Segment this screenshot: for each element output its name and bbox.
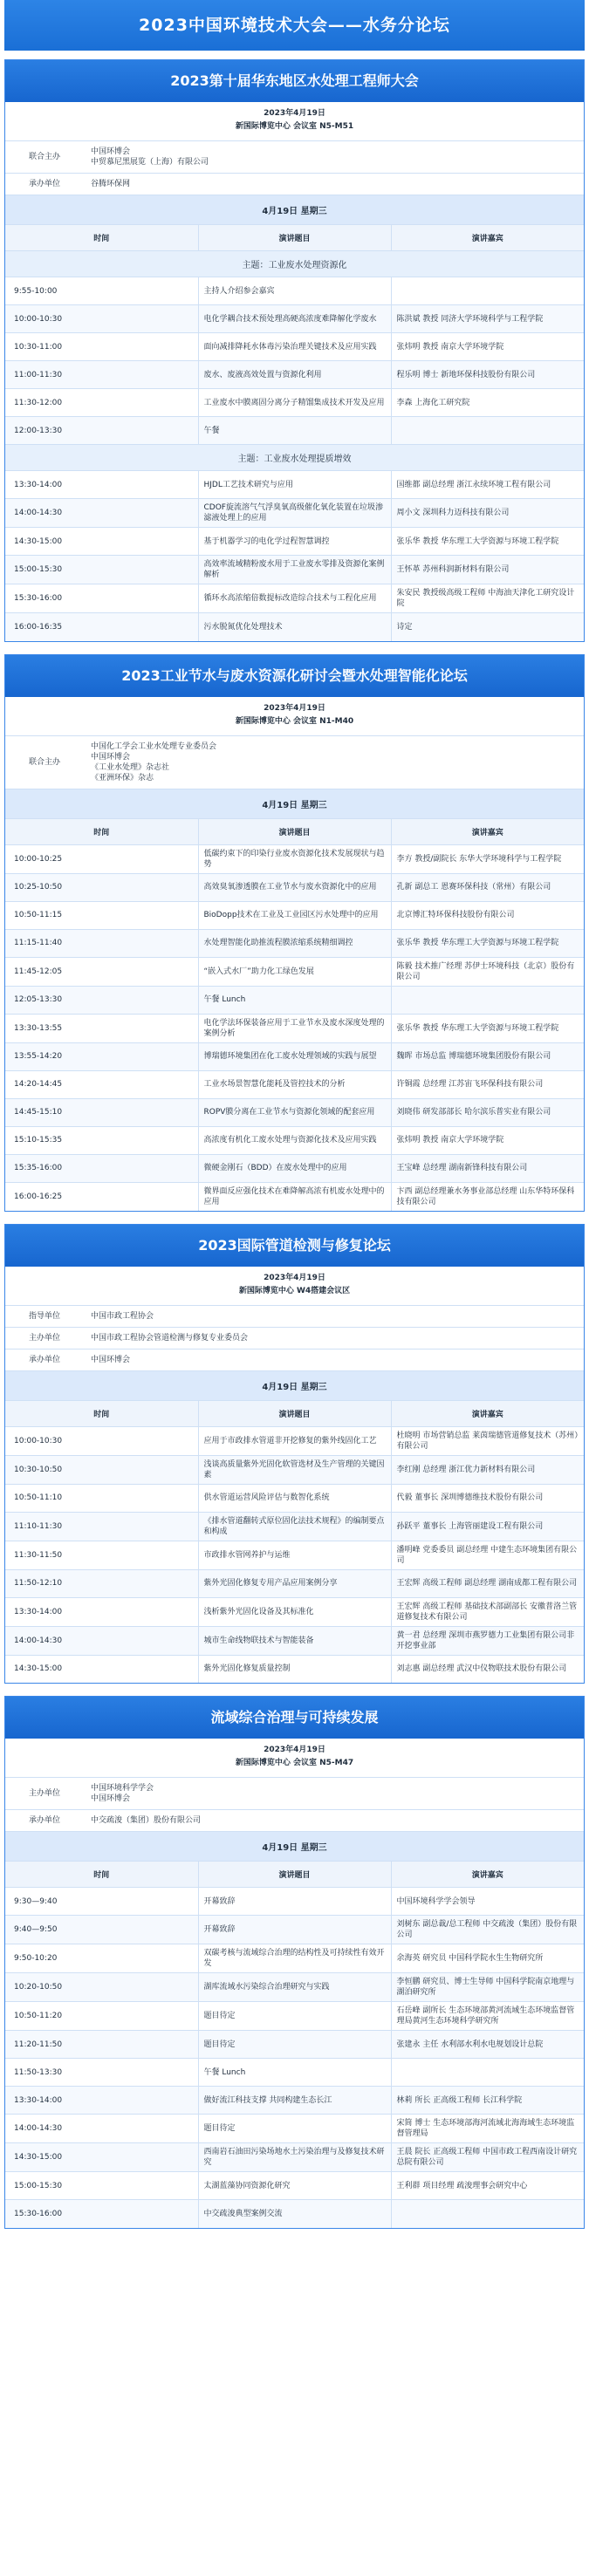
forum-title: 2023工业节水与废水资源化研讨会暨水处理智能化论坛: [5, 655, 584, 697]
agenda-speaker: 王晨 院长 正高级工程师 中国市政工程西南设计研究总院有限公司: [391, 2143, 584, 2172]
organizer-label: 承办单位: [5, 1349, 84, 1370]
agenda-topic: 开幕致辞: [198, 1916, 391, 1944]
agenda-speaker: 诗定: [391, 613, 584, 641]
organizer-label: 联合主办: [5, 141, 84, 174]
forum-list: [4, 59, 585, 2229]
header-speaker: 演讲嘉宾: [391, 1862, 584, 1888]
agenda-speaker: [391, 277, 584, 305]
agenda-time: 10:30-11:00: [5, 333, 198, 361]
agenda-speaker: 张乐华 教授 华东理工大学资源与环境工程学院: [391, 929, 584, 957]
session-title: 主题：工业废水处理资源化: [5, 251, 584, 277]
organizer-row: [5, 1778, 584, 1810]
agenda-time: 14:45-15:10: [5, 1098, 198, 1126]
organizer-value: [84, 735, 584, 789]
agenda-speaker: 林莉 所长 正高级工程师 长江科学院: [391, 2087, 584, 2115]
organizer-label: 承办单位: [5, 1810, 84, 1832]
agenda-time: 14:30-15:00: [5, 2143, 198, 2172]
agenda-topic: 湖库流域水污染综合治理研究与实践: [198, 1973, 391, 2002]
agenda-speaker: 宋简 博士 生态环境部海河流域北海海域生态环境监督管理局: [391, 2115, 584, 2143]
agenda-speaker: [391, 2059, 584, 2087]
agenda-time: 14:00-14:30: [5, 1626, 198, 1655]
agenda-speaker: 程乐明 博士 新地环保科技股份有限公司: [391, 361, 584, 389]
agenda-header: [5, 1400, 584, 1426]
agenda-speaker: 北京博汇特环保科技股份有限公司: [391, 901, 584, 929]
forum-date: 2023年4月19日: [264, 1273, 325, 1282]
day-row: [5, 195, 584, 225]
agenda-time: 13:55-14:20: [5, 1042, 198, 1070]
agenda-topic: 中交疏浚典型案例交流: [198, 2200, 391, 2228]
agenda-time: 10:50-11:15: [5, 901, 198, 929]
agenda-table: [5, 1831, 584, 2228]
agenda-speaker: 李方 教授/副院长 东华大学环境科学与工程学院: [391, 844, 584, 873]
agenda-time: 9:55-10:00: [5, 277, 198, 305]
forum-date: 2023年4月19日: [264, 1746, 325, 1754]
agenda-topic: 基于机器学习的电化学过程智慧调控: [198, 528, 391, 556]
agenda-speaker: 代毅 董事长 深圳博德维技术股份有限公司: [391, 1484, 584, 1512]
agenda-time: 11:15-11:40: [5, 929, 198, 957]
agenda-topic: 废水、废液高效处置与资源化利用: [198, 361, 391, 389]
agenda-speaker: [391, 986, 584, 1014]
agenda-time: 10:00-10:30: [5, 1426, 198, 1455]
agenda-row: [5, 2059, 584, 2087]
agenda-speaker: 朱安民 教授级高级工程师 中海油天津化工研究设计院: [391, 584, 584, 613]
agenda-row: [5, 1070, 584, 1098]
agenda-speaker: 许铜霞 总经理 江苏宙飞环保科技有限公司: [391, 1070, 584, 1098]
agenda-topic: 工业废水中膜离固分离分子精馏集成技术开发及应用: [198, 389, 391, 417]
organizer-table: [5, 140, 584, 195]
agenda-time: 15:10-15:35: [5, 1126, 198, 1154]
agenda-row: [5, 1597, 584, 1626]
agenda-row: [5, 333, 584, 361]
agenda-speaker: 周小文 深圳科力迈科技有限公司: [391, 499, 584, 528]
forum-title: 2023第十届华东地区水处理工程师大会: [5, 60, 584, 102]
agenda-row: [5, 1042, 584, 1070]
forum-venue: 新国际博览中心 W4搭建会议区: [238, 1286, 351, 1295]
agenda-row: [5, 957, 584, 986]
agenda-topic: 水处理智能化助推流程膜浓缩系统精细调控: [198, 929, 391, 957]
agenda-topic: 污水脱氮优化处理技术: [198, 613, 391, 641]
organizer-row: [5, 1327, 584, 1349]
forum-meta: [5, 1267, 584, 1305]
agenda-topic: 高浓度有机化工废水处理与资源化技术及应用实践: [198, 1126, 391, 1154]
agenda-row: [5, 844, 584, 873]
agenda-topic: 电化学法环保装备应用于工业节水及废水深度处理的案例分析: [198, 1014, 391, 1042]
agenda-row: [5, 1541, 584, 1569]
agenda-topic: 午餐 Lunch: [198, 2059, 391, 2087]
agenda-topic: 微界面反应强化技术在难降解高浓有机废水处理中的应用: [198, 1182, 391, 1211]
forum-section: [4, 59, 585, 642]
organizer-line: 《工业水处理》杂志社: [91, 762, 170, 772]
agenda-row: [5, 1426, 584, 1455]
agenda-speaker: 中国环境科学学会领导: [391, 1888, 584, 1916]
header-speaker: 演讲嘉宾: [391, 1400, 584, 1426]
agenda-topic: 微硬金刚石（BDD）在废水处理中的应用: [198, 1154, 391, 1182]
agenda-speaker: 孔新 副总工 恩赛环保科技（常州）有限公司: [391, 873, 584, 901]
agenda-topic: 开幕致辞: [198, 1888, 391, 1916]
day-row: [5, 789, 584, 818]
agenda-row: [5, 528, 584, 556]
organizer-line: 中国环博会: [91, 1794, 131, 1803]
header-speaker: 演讲嘉宾: [391, 818, 584, 844]
agenda-topic: “嵌入式水厂”助力化工绿色发展: [198, 957, 391, 986]
organizer-line: 中国环境科学学会: [91, 1784, 154, 1793]
organizer-line: 中贸慕尼黑展览（上海）有限公司: [91, 158, 209, 167]
organizer-row: [5, 1349, 584, 1370]
day-label: 4月19日 星期三: [5, 1370, 584, 1400]
agenda-time: 15:00-15:30: [5, 556, 198, 584]
forum-section: [4, 1696, 585, 2229]
agenda-row: [5, 1014, 584, 1042]
agenda-row: [5, 1944, 584, 1973]
agenda-speaker: 余海英 研究员 中国科学院水生生物研究所: [391, 1944, 584, 1973]
agenda-speaker: 王宏辉 高级工程师 基础技术部副部长 安徽普洛兰管道修复技术有限公司: [391, 1597, 584, 1626]
agenda-row: [5, 556, 584, 584]
agenda-topic: 高效率流域精粉废水用于工业废水零排及资源化案例解析: [198, 556, 391, 584]
forum-venue: 新国际博览中心 会议室 N5-M47: [235, 1759, 354, 1767]
forum-date: 2023年4月19日: [264, 109, 325, 118]
forum-section: [4, 654, 585, 1212]
agenda-row: [5, 929, 584, 957]
agenda-topic: 题目待定: [198, 2115, 391, 2143]
header-time: 时间: [5, 1862, 198, 1888]
agenda-header: [5, 818, 584, 844]
day-label: 4月19日 星期三: [5, 195, 584, 225]
agenda-time: 10:25-10:50: [5, 873, 198, 901]
forum-title: 2023国际管道检测与修复论坛: [5, 1225, 584, 1267]
agenda-row: [5, 2200, 584, 2228]
organizer-value: [84, 1810, 584, 1832]
agenda-speaker: 王宏辉 高级工程师 副总经理 湖南成都工程有限公司: [391, 1569, 584, 1597]
agenda-topic: BioDopp技术在工业及工业园区污水处理中的应用: [198, 901, 391, 929]
agenda-time: 11:10-11:30: [5, 1512, 198, 1541]
agenda-time: 16:00-16:25: [5, 1182, 198, 1211]
agenda-row: [5, 1626, 584, 1655]
main-title-banner: 2023中国环境技术大会——水务分论坛: [4, 0, 585, 51]
agenda-topic: 城市生命线物联技术与智能装备: [198, 1626, 391, 1655]
agenda-speaker: 张炜明 教授 南京大学环境学院: [391, 333, 584, 361]
agenda-time: 11:50-12:10: [5, 1569, 198, 1597]
agenda-speaker: 潘明峰 党委委员 副总经理 中建生态环境集团有限公司: [391, 1541, 584, 1569]
agenda-row: [5, 613, 584, 641]
forum-title: 流域综合治理与可持续发展: [5, 1697, 584, 1739]
agenda-row: [5, 2143, 584, 2172]
agenda-speaker: [391, 2200, 584, 2228]
agenda-topic: 供水管道运营风险评估与数智化系统: [198, 1484, 391, 1512]
organizer-table: [5, 1777, 584, 1831]
agenda-topic: 太湖蓝藻协同资源化研究: [198, 2172, 391, 2200]
agenda-speaker: 王怀革 苏州科润新材料有限公司: [391, 556, 584, 584]
session-title: 主题：工业废水处理提质增效: [5, 445, 584, 471]
agenda-row: [5, 2087, 584, 2115]
organizer-table: [5, 735, 584, 789]
agenda-speaker: 卞西 副总经理兼水务事业部总经理 山东华特环保科技有限公司: [391, 1182, 584, 1211]
agenda-time: 16:00-16:35: [5, 613, 198, 641]
agenda-row: [5, 986, 584, 1014]
agenda-header: [5, 1862, 584, 1888]
day-label: 4月19日 星期三: [5, 789, 584, 818]
agenda-topic: 应用于市政排水管道非开挖修复的紫外线固化工艺: [198, 1426, 391, 1455]
agenda-table: [5, 1370, 584, 1684]
agenda-row: [5, 1512, 584, 1541]
organizer-line: 中国环博会: [91, 752, 131, 762]
agenda-speaker: 国维都 副总经理 浙江永续环境工程有限公司: [391, 471, 584, 499]
agenda-speaker: 王宝峰 总经理 湖南新锋科技有限公司: [391, 1154, 584, 1182]
organizer-value: [84, 1327, 584, 1349]
organizer-row: [5, 1305, 584, 1327]
organizer-value: [84, 1305, 584, 1327]
agenda-topic: ROPV膜分离在工业节水与资源化领域的配套应用: [198, 1098, 391, 1126]
agenda-time: 11:50-13:30: [5, 2059, 198, 2087]
agenda-topic: 西南岩石油田污染场地水土污染治理与及修复技术研究: [198, 2143, 391, 2172]
agenda-time: 13:30-14:00: [5, 471, 198, 499]
organizer-label: 联合主办: [5, 735, 84, 789]
agenda-time: 13:30-14:00: [5, 2087, 198, 2115]
agenda-time: 15:00-15:30: [5, 2172, 198, 2200]
agenda-topic: 浅谈高质量紫外光固化软管选材及生产管理的关键因素: [198, 1455, 391, 1484]
agenda-row: [5, 1569, 584, 1597]
agenda-speaker: 杜晓明 市场营销总监 莱茵瑞德管道修复技术（苏州）有限公司: [391, 1426, 584, 1455]
organizer-line: 中交疏浚（集团）股份有限公司: [91, 1816, 202, 1825]
agenda-header: [5, 225, 584, 251]
header-speaker: 演讲嘉宾: [391, 225, 584, 251]
organizer-line: 中国化工学会工业水处理专业委员会: [91, 741, 217, 751]
session-row: [5, 251, 584, 277]
agenda-row: [5, 2031, 584, 2059]
agenda-time: 14:30-15:00: [5, 1655, 198, 1683]
session-row: [5, 445, 584, 471]
forum-venue: 新国际博览中心 会议室 N5-M51: [235, 122, 354, 131]
organizer-label: 指导单位: [5, 1305, 84, 1327]
forum-meta: [5, 1739, 584, 1777]
organizer-line: 中国市政工程协会: [91, 1311, 154, 1321]
agenda-time: 10:00-10:30: [5, 305, 198, 333]
agenda-time: 10:50-11:20: [5, 2002, 198, 2031]
agenda-speaker: 李红刚 总经理 浙江优力新材料有限公司: [391, 1455, 584, 1484]
agenda-time: 14:00-14:30: [5, 499, 198, 528]
agenda-row: [5, 1154, 584, 1182]
forum-venue: 新国际博览中心 会议室 N1-M40: [235, 716, 354, 726]
agenda-time: 13:30-13:55: [5, 1014, 198, 1042]
agenda-row: [5, 1655, 584, 1683]
agenda-time: 11:00-11:30: [5, 361, 198, 389]
organizer-table: [5, 1305, 584, 1370]
organizer-line: 中国环博会: [91, 1355, 131, 1364]
agenda-row: [5, 2172, 584, 2200]
organizer-line: 谷腾环保网: [91, 180, 131, 188]
organizer-value: [84, 1349, 584, 1370]
agenda-topic: 午餐: [198, 417, 391, 445]
agenda-row: [5, 277, 584, 305]
header-time: 时间: [5, 818, 198, 844]
agenda-row: [5, 499, 584, 528]
forum-meta: [5, 697, 584, 735]
agenda-row: [5, 873, 584, 901]
day-label: 4月19日 星期三: [5, 1832, 584, 1862]
agenda-topic: 电化学耦合技术预处理高硬高浓度难降解化学废水: [198, 305, 391, 333]
header-topic: 演讲题目: [198, 225, 391, 251]
agenda-topic: 午餐 Lunch: [198, 986, 391, 1014]
header-topic: 演讲题目: [198, 818, 391, 844]
agenda-topic: 高效臭氧渗透膜在工业节水与废水资源化中的应用: [198, 873, 391, 901]
agenda-speaker: 刘晓伟 研发部部长 哈尔滨乐普实业有限公司: [391, 1098, 584, 1126]
agenda-topic: HJDL工艺技术研究与应用: [198, 471, 391, 499]
agenda-row: [5, 1888, 584, 1916]
organizer-line: 中国环博会: [91, 147, 131, 156]
agenda-speaker: 李森 上海化工研究院: [391, 389, 584, 417]
day-row: [5, 1832, 584, 1862]
agenda-time: 15:35-16:00: [5, 1154, 198, 1182]
agenda-time: 14:00-14:30: [5, 2115, 198, 2143]
agenda-topic: 浅析紫外光固化设备及其标准化: [198, 1597, 391, 1626]
agenda-topic: 低碳约束下的印染行业废水资源化技术发展现状与趋势: [198, 844, 391, 873]
agenda-row: [5, 361, 584, 389]
agenda-speaker: 王利群 项目经理 疏浚理事会研究中心: [391, 2172, 584, 2200]
agenda-speaker: 张乐华 教授 华东理工大学资源与环境工程学院: [391, 528, 584, 556]
agenda-row: [5, 584, 584, 613]
agenda-time: 9:50-10:20: [5, 1944, 198, 1973]
agenda-topic: 主持人介绍参会嘉宾: [198, 277, 391, 305]
agenda-table: [5, 789, 584, 1211]
agenda-time: 10:50-11:10: [5, 1484, 198, 1512]
organizer-label: 主办单位: [5, 1327, 84, 1349]
agenda-topic: 题目待定: [198, 2002, 391, 2031]
agenda-topic: 工业水场景智慧化能耗及管控技术的分析: [198, 1070, 391, 1098]
agenda-row: [5, 901, 584, 929]
organizer-row: [5, 735, 584, 789]
forum-date: 2023年4月19日: [264, 703, 325, 713]
agenda-speaker: 陈毅 技术推广经理 苏伊士环境科技（北京）股份有限公司: [391, 957, 584, 986]
header-topic: 演讲题目: [198, 1862, 391, 1888]
agenda-time: 10:20-10:50: [5, 1973, 198, 2002]
organizer-row: [5, 141, 584, 174]
agenda-row: [5, 389, 584, 417]
organizer-row: [5, 174, 584, 195]
header-time: 时间: [5, 1400, 198, 1426]
agenda-topic: 市政排水管网养护与运维: [198, 1541, 391, 1569]
agenda-row: [5, 1916, 584, 1944]
agenda-topic: 面向减排降耗水体毒污染治理关键技术及应用实践: [198, 333, 391, 361]
agenda-speaker: [391, 417, 584, 445]
agenda-topic: 紫外光固化修复质量控制: [198, 1655, 391, 1683]
agenda-row: [5, 2115, 584, 2143]
organizer-value: [84, 141, 584, 174]
header-time: 时间: [5, 225, 198, 251]
agenda-row: [5, 1973, 584, 2002]
agenda-speaker: 黄一君 总经理 深圳市燕罗德力工业集团有限公司非开挖事业部: [391, 1626, 584, 1655]
agenda-row: [5, 305, 584, 333]
forum-section: [4, 1224, 585, 1684]
agenda-topic: 博瑞德环境集团在化工废水处理领域的实践与展望: [198, 1042, 391, 1070]
agenda-speaker: 刘树东 副总裁/总工程师 中交疏浚（集团）股份有限公司: [391, 1916, 584, 1944]
agenda-topic: 《排水管道翻转式原位固化法技术规程》的编制要点和构成: [198, 1512, 391, 1541]
agenda-row: [5, 1484, 584, 1512]
agenda-time: 14:30-15:00: [5, 528, 198, 556]
agenda-topic: 紫外光固化修复专用产品应用案例分享: [198, 1569, 391, 1597]
agenda-time: 10:00-10:25: [5, 844, 198, 873]
agenda-time: 12:00-13:30: [5, 417, 198, 445]
agenda-time: 12:05-13:30: [5, 986, 198, 1014]
agenda-row: [5, 471, 584, 499]
organizer-line: 中国市政工程协会管道检测与修复专业委员会: [91, 1333, 249, 1343]
agenda-time: 14:20-14:45: [5, 1070, 198, 1098]
agenda-time: 11:30-12:00: [5, 389, 198, 417]
agenda-time: 11:45-12:05: [5, 957, 198, 986]
agenda-time: 10:30-10:50: [5, 1455, 198, 1484]
day-row: [5, 1370, 584, 1400]
agenda-topic: 双碳考核与流域综合治理的结构性及可持续性有效开发: [198, 1944, 391, 1973]
agenda-time: 13:30-14:00: [5, 1597, 198, 1626]
agenda-time: 15:30-16:00: [5, 584, 198, 613]
agenda-time: 15:30-16:00: [5, 2200, 198, 2228]
agenda-row: [5, 1126, 584, 1154]
agenda-topic: 循环水高浓缩倍数提标改造综合技术与工程化应用: [198, 584, 391, 613]
organizer-row: [5, 1810, 584, 1832]
agenda-speaker: 石岳峰 副所长 生态环境部黄河流域生态环境监督管理局黄河生态环境科学研究所: [391, 2002, 584, 2031]
agenda-time: 11:20-11:50: [5, 2031, 198, 2059]
agenda-topic: CDOF旋流溶气气浮臭氧高级催化氧化装置在垃圾渗滤液处理上的应用: [198, 499, 391, 528]
agenda-time: 9:40—9:50: [5, 1916, 198, 1944]
forum-meta: [5, 102, 584, 140]
agenda-speaker: 张炜明 教授 南京大学环境学院: [391, 1126, 584, 1154]
organizer-label: 主办单位: [5, 1778, 84, 1810]
agenda-speaker: 张建永 主任 水利部水利水电规划设计总院: [391, 2031, 584, 2059]
organizer-line: 《亚洲环保》杂志: [91, 773, 154, 782]
organizer-value: [84, 1778, 584, 1810]
agenda-time: 11:30-11:50: [5, 1541, 198, 1569]
agenda-row: [5, 2002, 584, 2031]
agenda-row: [5, 1182, 584, 1211]
agenda-speaker: 陈洪斌 教授 同济大学环境科学与工程学院: [391, 305, 584, 333]
agenda-row: [5, 417, 584, 445]
agenda-speaker: 刘志惠 副总经理 武汉中仪物联技术股份有限公司: [391, 1655, 584, 1683]
organizer-value: [84, 174, 584, 195]
agenda-row: [5, 1098, 584, 1126]
header-topic: 演讲题目: [198, 1400, 391, 1426]
organizer-label: 承办单位: [5, 174, 84, 195]
agenda-topic: 做好流江科技支撑 共同构建生态长江: [198, 2087, 391, 2115]
agenda-speaker: 魏晖 市场总监 博瑞德环境集团股份有限公司: [391, 1042, 584, 1070]
agenda-speaker: 张乐华 教授 华东理工大学资源与环境工程学院: [391, 1014, 584, 1042]
agenda-row: [5, 1455, 584, 1484]
agenda-speaker: 李恒鹏 研究员、博士生导师 中国科学院南京地理与湖泊研究所: [391, 1973, 584, 2002]
agenda-table: [5, 195, 584, 641]
agenda-topic: 题目待定: [198, 2031, 391, 2059]
agenda-speaker: 孙跃平 董事长 上海管丽建设工程有限公司: [391, 1512, 584, 1541]
agenda-time: 9:30—9:40: [5, 1888, 198, 1916]
